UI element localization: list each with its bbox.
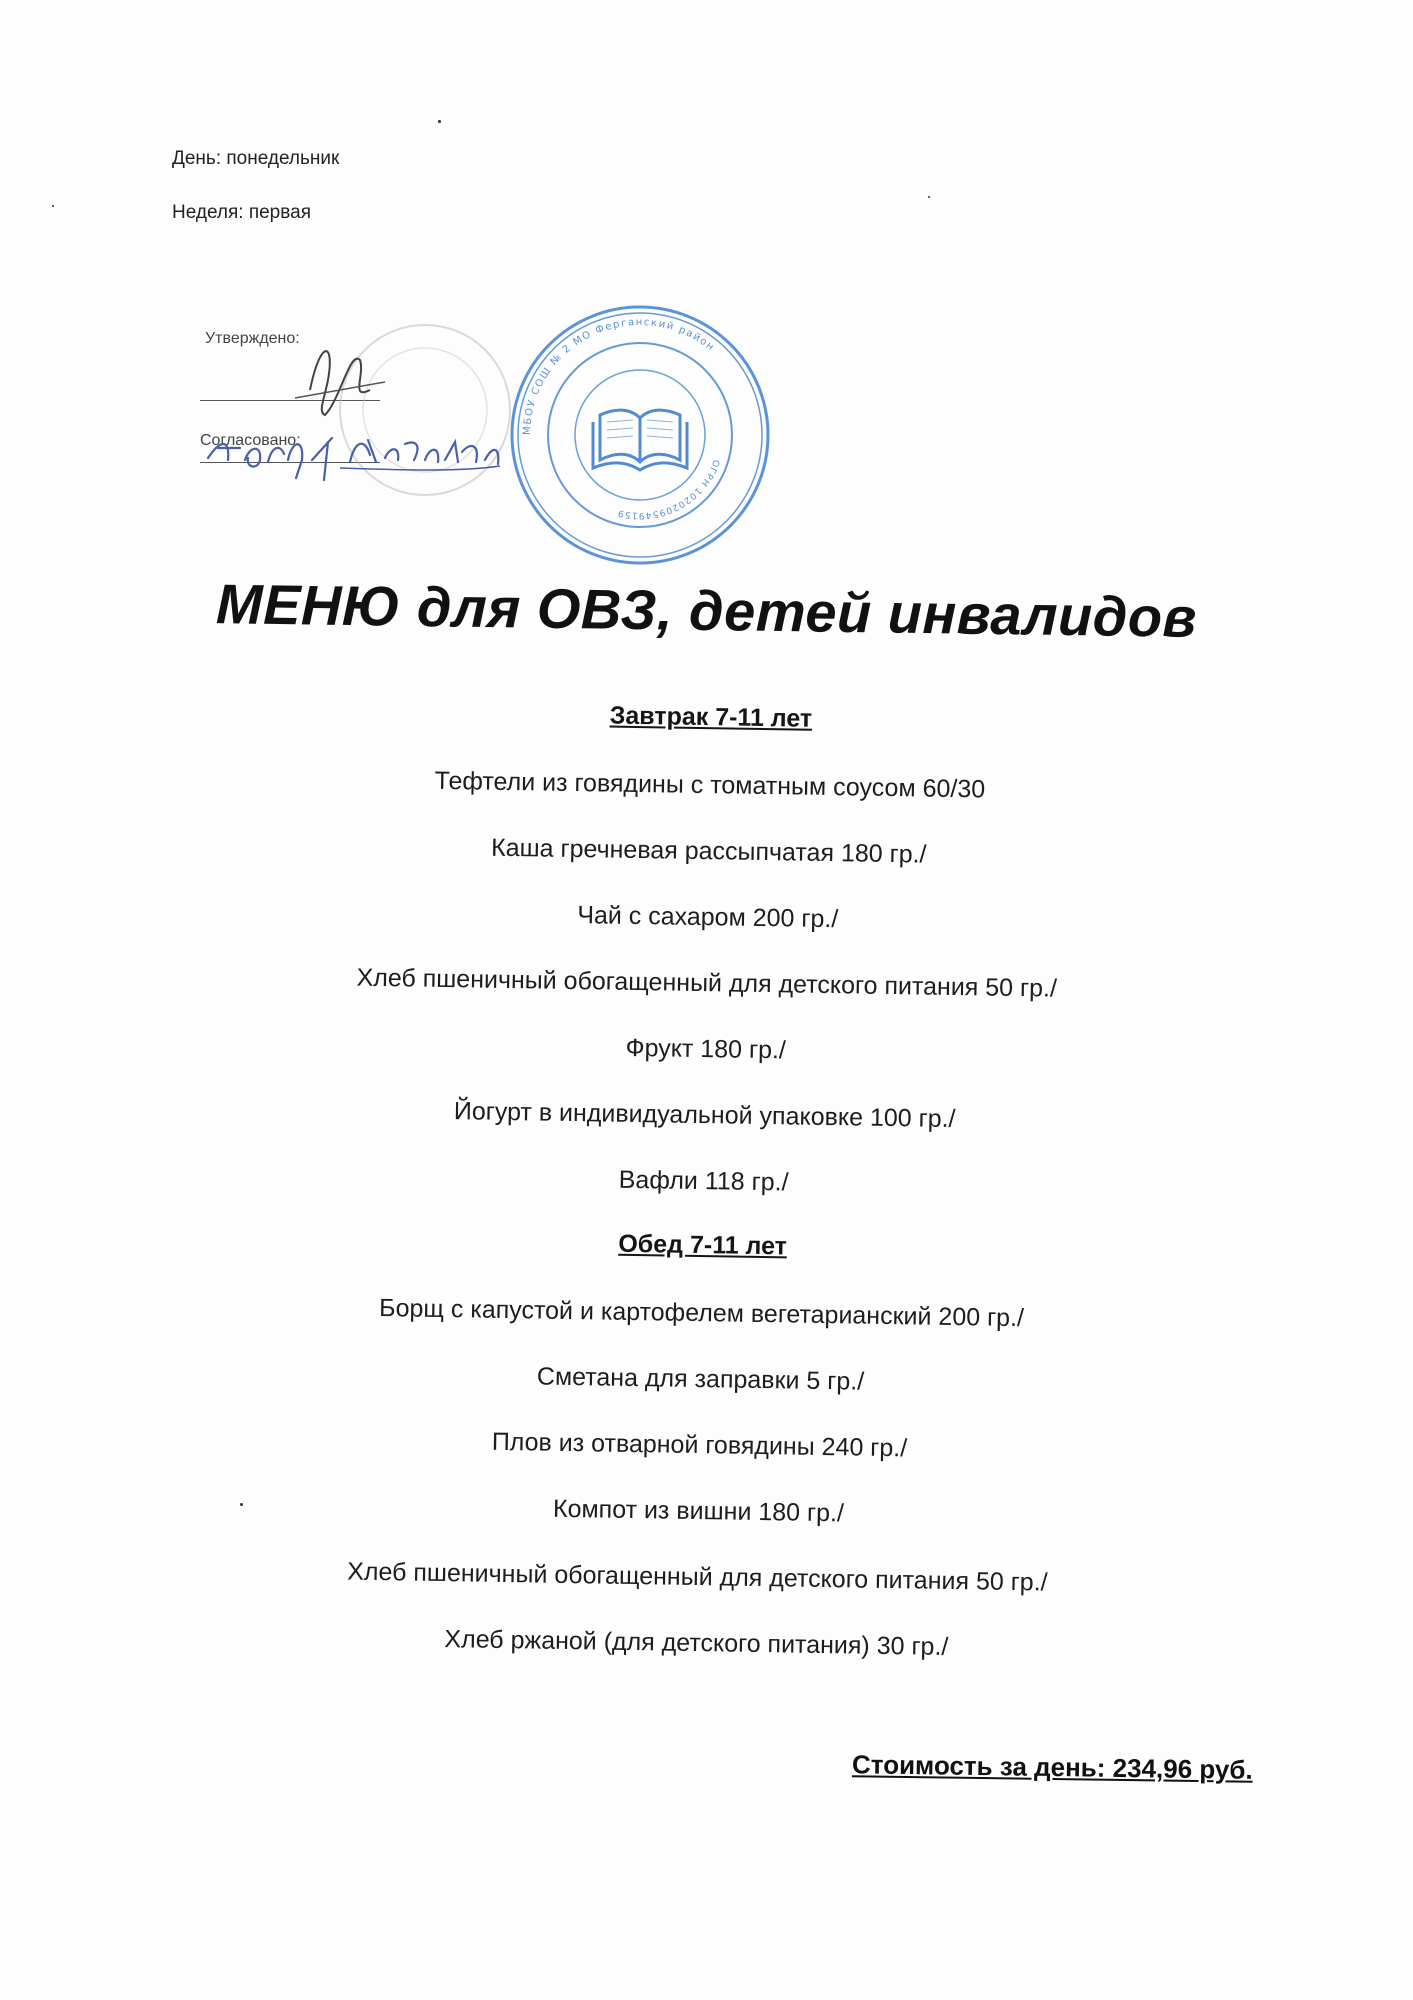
round-seal-stamp <box>505 300 775 570</box>
approved-label: Утверждено: <box>205 330 300 347</box>
breakfast-heading: Завтрак 7-11 лет <box>609 701 813 733</box>
lunch-item: Компот из вишни 180 гр./ <box>552 1494 845 1528</box>
breakfast-item: Хлеб пшеничный обогащенный для детского питания 50 гр./ <box>356 963 1058 1003</box>
breakfast-item: Фрукт 180 гр./ <box>625 1033 787 1065</box>
lunch-heading: Обед 7-11 лет <box>618 1229 788 1261</box>
breakfast-item: Вафли 118 гр./ <box>618 1165 789 1197</box>
book-icon <box>593 410 687 470</box>
svg-text:МБОУ СОШ № 2 МО Ферганский рай <box>522 317 717 435</box>
breakfast-item: Чай с сахаром 200 гр./ <box>577 901 839 934</box>
daily-cost: Стоимость за день: 234,96 руб. <box>852 1749 1254 1785</box>
page-title: МЕНЮ для ОВЗ, детей инвалидов <box>215 572 1198 649</box>
day-label: День: понедельник <box>172 148 340 169</box>
breakfast-item: Йогурт в индивидуальной упаковке 100 гр./ <box>453 1097 956 1134</box>
lunch-item: Борщ с капустой и картофелем вегетарианский 200 гр./ <box>378 1294 1025 1333</box>
breakfast-item: Каша гречневая рассыпчатая 180 гр./ <box>490 833 927 869</box>
breakfast-item: Тефтели из говядины с томатным соусом 60/30 <box>434 766 986 804</box>
scan-speck <box>928 196 930 198</box>
lunch-item: Плов из отварной говядины 240 гр./ <box>491 1427 908 1463</box>
lunch-item: Хлеб ржаной (для детского питания) 30 гр./ <box>444 1625 949 1661</box>
seal-outer-text: МБОУ СОШ № 2 МО Ферганский район <box>521 316 717 436</box>
lunch-item: Сметана для заправки 5 гр./ <box>536 1362 865 1396</box>
agreed-label: Согласовано: <box>200 432 301 449</box>
lunch-item: Хлеб пшеничный обогащенный для детского питания 50 гр./ <box>347 1557 1048 1597</box>
seal-inner-text: ОГРН 1020209549159 <box>616 458 721 521</box>
scan-speck <box>240 1503 243 1506</box>
menu-list <box>0 689 1413 1703</box>
scan-speck <box>438 120 441 123</box>
scan-speck <box>52 205 54 207</box>
week-label: Неделя: первая <box>172 202 311 223</box>
